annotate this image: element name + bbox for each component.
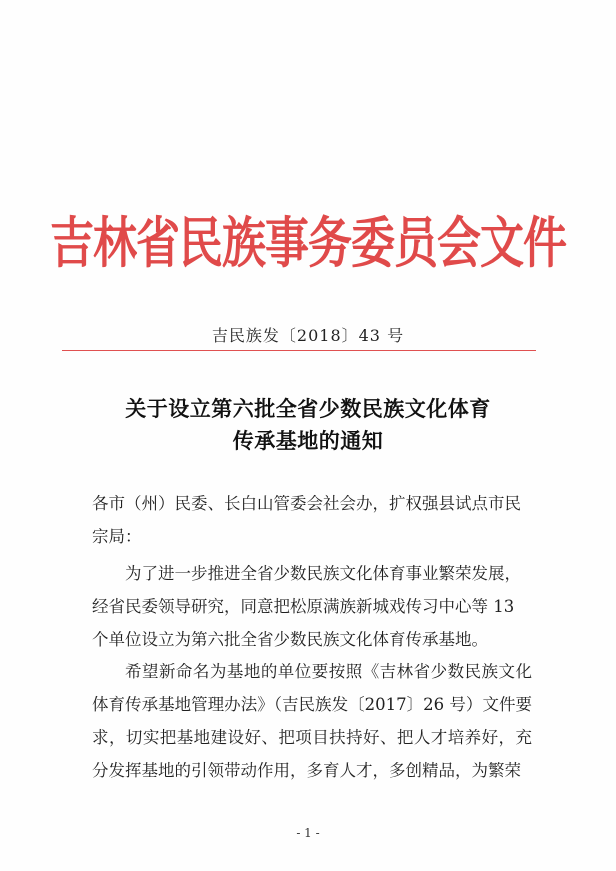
- document-number: 吉民族发〔2018〕43 号: [211, 326, 405, 345]
- document-title-line-1: 关于设立第六批全省少数民族文化体育: [125, 396, 491, 421]
- body-paragraph-2: 希望新命名为基地的单位要按照《吉林省少数民族文化体育传承基地管理办法》（吉民族发〔2017〕26 号）文件要求，切实把基地建设好、把项目扶持好、把人才培养好，充分发挥基地的引领带动作用，多育人才，多创精品，为繁荣: [92, 662, 532, 780]
- page-number: - 1 -: [296, 826, 320, 840]
- issuer-header-title: 吉林省民族事务委员会文件: [50, 211, 566, 276]
- salutation-text: 各市（州）民委、长白山管委会社会办，扩权强县试点市民宗局：: [92, 494, 521, 546]
- document-title-line-2: 传承基地的通知: [232, 428, 384, 453]
- body-paragraph-1: 为了进一步推进全省少数民族文化体育事业繁荣发展，经省民委领导研究，同意把松原满族新城戏传习中心等 13 个单位设立为第六批全省少数民族文化体育传承基地。: [92, 564, 521, 649]
- red-divider-line: [62, 350, 536, 351]
- document-title: [0, 393, 616, 457]
